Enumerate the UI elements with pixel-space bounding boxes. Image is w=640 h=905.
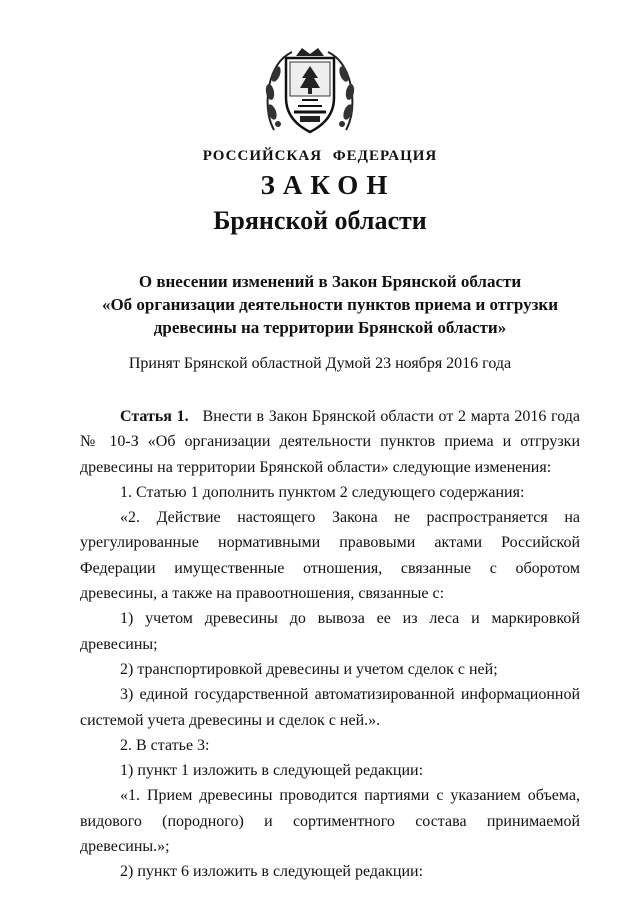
- body-paragraph: 3) единой государственной автоматизированной информационной системой учета древесины и сделок с ней.».: [80, 686, 580, 729]
- law-title-line: «Об организации деятельности пунктов приема и отгрузки: [101, 295, 559, 314]
- body-paragraph: 2) транспортировкой древесины и учетом сделок с ней;: [120, 660, 498, 678]
- document-body: [80, 404, 580, 885]
- body-paragraph: 1. Статью 1 дополнить пунктом 2 следующего содержания:: [120, 483, 525, 501]
- law-title: [80, 270, 580, 339]
- region-heading: Брянской области: [213, 206, 427, 235]
- law-title-line: древесины на территории Брянской области»: [153, 318, 507, 337]
- body-paragraph: «2. Действие настоящего Закона не распространяется на урегулированные нормативными правовыми актами Российской Федерации имущественные отношения, связанные с оборотом древесины, а также на правоотношения, связанные с:: [80, 509, 580, 603]
- federation-heading: РОССИЙСКАЯ ФЕДЕРАЦИЯ: [202, 148, 438, 164]
- article-paragraph: [80, 404, 580, 480]
- body-paragraph: 1) пункт 1 изложить в следующей редакции:: [120, 762, 424, 780]
- law-title-line: О внесении изменений в Закон Брянской области: [138, 272, 522, 291]
- article-label: Статья 1.: [120, 408, 189, 425]
- body-paragraph: 2) пункт 6 изложить в следующей редакции:: [120, 863, 424, 881]
- bryansk-coat-of-arms-emblem: [262, 42, 358, 138]
- body-paragraph: 2. В статье 3:: [120, 736, 210, 754]
- adoption-note: Принят Брянской областной Думой 23 ноября 2016 года: [128, 355, 512, 372]
- article-intro: Внести в Закон Брянской области от 2 марта 2016 года № 10-З «Об организации деятельности пунктов приема и отгрузки древесины на территории Брянской области» следующие изменения:: [80, 408, 581, 476]
- body-paragraph: 1) учетом древесины до вывоза ее из леса и маркировкой древесины;: [80, 610, 580, 653]
- law-heading: ЗАКОН: [260, 170, 396, 200]
- body-paragraph: «1. Прием древесины проводится партиями с указанием объема, видового (породного) и сортиментного состава принимаемой древесины.»;: [80, 787, 580, 856]
